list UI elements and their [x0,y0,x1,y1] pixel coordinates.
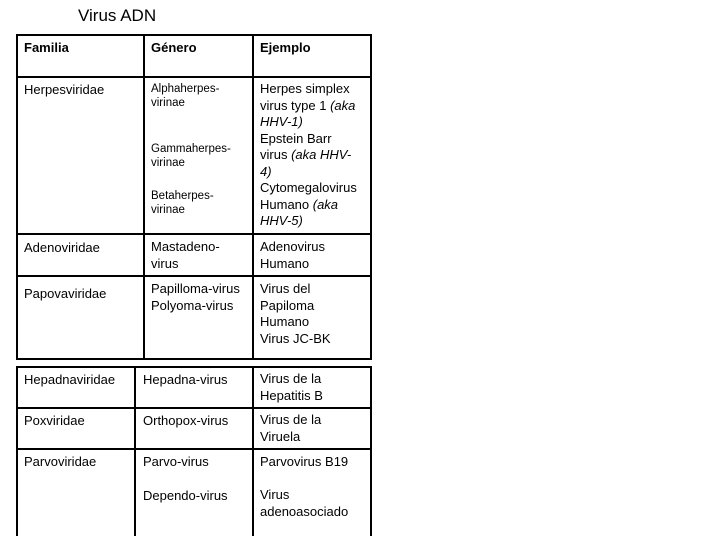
ejemplo-line: HHV-5) [260,213,303,228]
header-familia: Familia [24,40,69,55]
lower-table-top-border [16,366,372,368]
ejemplo-line: virus (aka HHV- [260,147,352,162]
ejemplo-line: Viruela [260,428,301,444]
ejemplo-line: Herpes simplex [260,81,350,96]
lower-table-col-divider [134,366,136,536]
familia-cell: Herpesviridae [24,82,105,97]
ejemplo-line: Papiloma [260,297,315,313]
ejemplo-line: Hepatitis B [260,387,323,403]
lower-table-row-divider [16,407,372,409]
familia-cell: Adenoviridae [24,240,100,255]
page-title: Virus ADN [78,6,157,25]
genero-line: Betaherpes-virinae [151,190,214,216]
genero-cell: Dependo-virus [143,488,228,503]
ejemplo-line: Virus de la [260,371,322,386]
lower-table-row-divider [16,448,372,450]
genero-line: Mastadeno- [151,239,220,254]
header-ejemplo: Ejemplo [260,40,311,55]
ejemplo-line: virus type 1 (aka [260,97,356,113]
upper-table-bottom-border [16,358,372,360]
genero-cell [151,239,220,272]
ejemplo-line: HHV-1) [260,114,303,129]
genero-cell: Orthopox-virus [143,413,229,428]
genero-cell: Hepadna-virus [143,372,228,387]
upper-table-col-divider [252,34,254,360]
header-genero: Género [151,40,197,55]
genero-line: Gammaherpes-virinae [151,143,231,169]
ejemplo-line: Humano (aka [260,196,339,212]
genero-line: Papilloma-virus [151,281,240,296]
lower-table-col-divider [252,366,254,536]
genero-cell: Parvo-virus [143,454,209,469]
genero-cell [151,281,240,314]
upper-table-row-divider [16,275,372,277]
lower-table-right-border [370,366,372,536]
upper-table-header-divider [16,76,372,78]
ejemplo-cell [260,239,325,272]
genero-cell [151,142,246,170]
familia-cell: Hepadnaviridae [24,372,116,387]
familia-cell: Poxviridae [24,413,85,428]
ejemplo-line: Adenovirus [260,239,326,254]
upper-table-top-border [16,34,372,36]
ejemplo-line: 4) [260,163,272,179]
ejemplo-line: Parvovirus B19 [260,454,349,469]
upper-table-row-divider [16,233,372,235]
ejemplo-line: adenoasociado [260,503,349,519]
ejemplo-cell [260,412,321,445]
ejemplo-cell [260,281,331,347]
lower-table-left-border [16,366,18,536]
ejemplo-line: Virus JC-BK [260,330,331,346]
ejemplo-line: Virus de la [260,412,322,427]
ejemplo-line: Cytomegalovirus [260,180,357,195]
genero-line: Polyoma-virus [151,297,234,313]
ejemplo-line: Humano [260,255,310,271]
genero-line: Alphaherpes-virinae [151,83,220,109]
ejemplo-cell [260,81,370,230]
ejemplo-line: Virus [260,487,290,502]
ejemplo-cell [260,487,348,520]
familia-cell: Papovaviridae [24,286,107,301]
ejemplo-cell [260,454,348,471]
ejemplo-cell [260,371,323,404]
upper-table-col-divider [143,34,145,360]
genero-cell [151,82,246,110]
ejemplo-line: Virus del [260,281,311,296]
genero-line: virus [151,255,179,271]
ejemplo-line: Humano [260,314,310,329]
ejemplo-line: Epstein Barr [260,130,332,146]
upper-table-left-border [16,34,18,360]
familia-cell: Parvoviridae [24,454,97,469]
upper-table-right-border [370,34,372,360]
genero-cell [151,189,231,217]
